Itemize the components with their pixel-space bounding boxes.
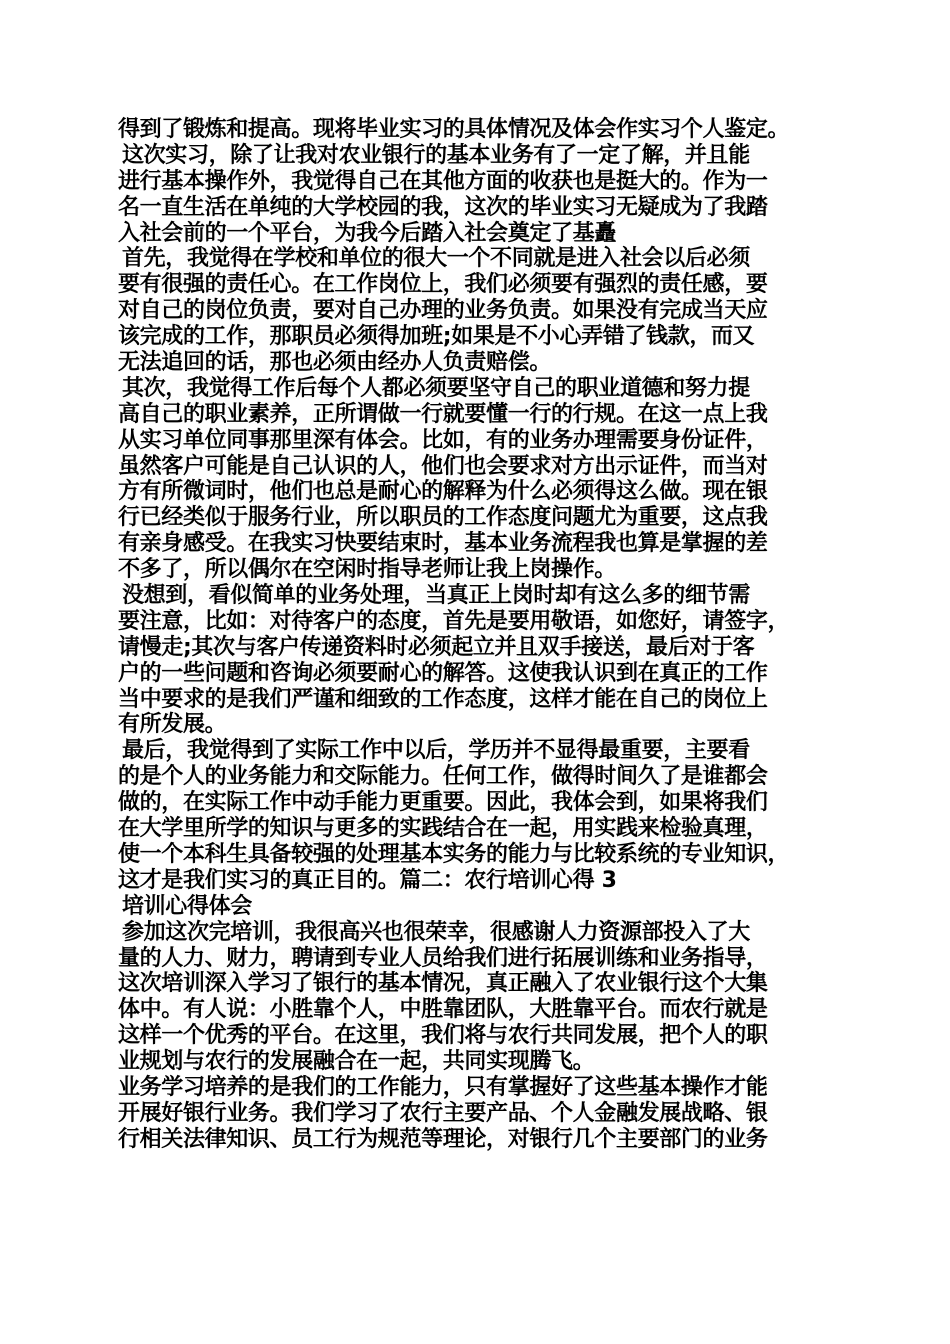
text-line: 有所发展。 <box>118 712 227 738</box>
text-line: 这次实习，除了让我对农业银行的基本业务有了一定了解，并且能 <box>122 142 750 168</box>
text-line: 当中要求的是我们严谨和细致的工作态度，这样才能在自己的岗位上 <box>118 686 768 712</box>
text-line: 这样一个优秀的平台。在这里，我们将与农行共同发展，把个人的职 <box>118 1023 768 1049</box>
text-line: 得到了锻炼和提高。现将毕业实习的具体情况及体会作实习个人鉴定。 <box>118 117 790 142</box>
text-line: 不多了，所以偶尔在空闲时指导老师让我上岗操作。 <box>118 557 616 583</box>
text-line: 方有所微词时，他们也总是耐心的解释为什么必须得这么做。现在银 <box>118 479 768 505</box>
text-line: 培训心得体会 <box>122 893 252 919</box>
text-line: 对自己的岗位负责，要对自己办理的业务负责。如果没有完成当天应 <box>118 298 768 324</box>
text-line: 业务学习培养的是我们的工作能力，只有掌握好了这些基本操作才能 <box>118 1074 768 1100</box>
text-line: 虽然客户可能是自己认识的人，他们也会要求对方出示证件，而当对 <box>118 453 768 479</box>
text-line: 入社会前的一个平台，为我今后踏入社会奠定了基矗 <box>118 220 616 246</box>
text-line: 在大学里所学的知识与更多的实践结合在一起，用实践来检验真理， <box>118 816 768 842</box>
text-line: 这次培训深入学习了银行的基本情况，真正融入了农业银行这个大集 <box>118 971 768 997</box>
text-line: 做的，在实际工作中动手能力更重要。因此，我体会到，如果将我们 <box>118 790 768 816</box>
text-line: 其次，我觉得工作后每个人都必须要坚守自己的职业道德和努力提 <box>122 375 750 401</box>
text-line: 使一个本科生具备较强的处理基本实务的能力与比较系统的专业知识， <box>118 841 790 867</box>
text-line: 的是个人的业务能力和交际能力。任何工作，做得时间久了是谁都会 <box>118 764 768 790</box>
text-line: 行已经类似于服务行业，所以职员的工作态度问题尤为重要，这点我 <box>118 505 768 531</box>
text-line: 行相关法律知识、员工行为规范等理论，对银行几个主要部门的业务 <box>118 1126 768 1152</box>
text-line: 无法追回的话，那也必须由经办人负责赔偿。 <box>118 350 552 376</box>
text-line: 这才是我们实习的真正目的。篇二：农行培训心得 3 <box>118 867 617 893</box>
text-line: 名一直生活在单纯的大学校园的我，这次的毕业实习无疑成为了我踏 <box>118 194 768 220</box>
text-line: 要注意，比如：对待客户的态度，首先是要用敬语，如您好，请签字， <box>118 608 790 634</box>
text-line: 进行基本操作外，我觉得自己在其他方面的收获也是挺大的。作为一 <box>118 168 768 194</box>
text-line: 请慢走;其次与客户传递资料时必须起立并且双手接送，最后对于客 <box>118 634 755 660</box>
text-line: 业规划与农行的发展融合在一起，共同实现腾飞。 <box>118 1049 595 1075</box>
text-line: 该完成的工作，那职员必须得加班;如果是不小心弄错了钱款，而又 <box>118 324 755 350</box>
text-line: 开展好银行业务。我们学习了农行主要产品、个人金融发展战略、银 <box>118 1100 768 1126</box>
text-line: 体中。有人说：小胜靠个人，中胜靠团队，大胜靠平台。而农行就是 <box>118 997 768 1023</box>
text-line: 有亲身感受。在我实习快要结束时，基本业务流程我也算是掌握的差 <box>118 531 768 557</box>
text-line: 首先，我觉得在学校和单位的很大一个不同就是进入社会以后必须 <box>122 246 750 272</box>
text-line: 户的一些问题和咨询必须要耐心的解答。这使我认识到在真正的工作 <box>118 660 768 686</box>
text-line: 高自己的职业素养，正所谓做一行就要懂一行的行规。在这一点上我 <box>118 401 768 427</box>
text-line: 量的人力、财力，聘请到专业人员给我们进行拓展训练和业务指导， <box>118 945 768 971</box>
text-line: 参加这次完培训，我很高兴也很荣幸，很感谢人力资源部投入了大 <box>122 919 750 945</box>
text-line: 从实习单位同事那里深有体会。比如，有的业务办理需要身份证件， <box>118 427 768 453</box>
text-line: 要有很强的责任心。在工作岗位上，我们必须要有强烈的责任感，要 <box>118 272 768 298</box>
text-line: 最后，我觉得到了实际工作中以后，学历并不显得最重要，主要看 <box>122 738 750 764</box>
text-line: 没想到，看似简单的业务处理，当真正上岗时却有这么多的细节需 <box>122 583 750 609</box>
body-text <box>118 117 848 1153</box>
